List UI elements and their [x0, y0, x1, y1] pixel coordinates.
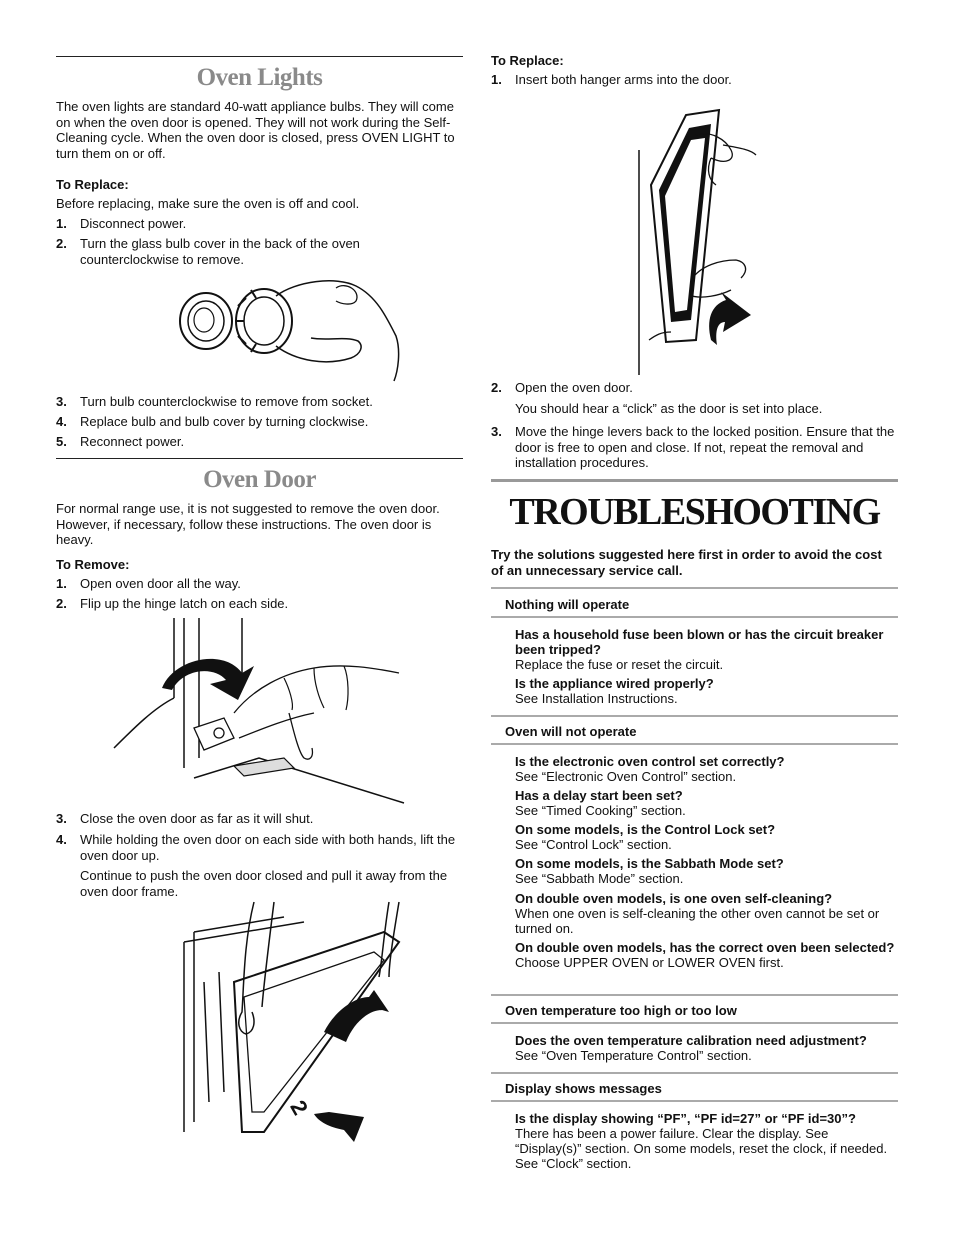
- bulb-cover-illustration: [176, 276, 406, 386]
- list-item: 2. Flip up the hinge latch on each side.: [56, 596, 289, 611]
- list-item: Does the oven temperature calibration need adjustment? See “Oven Temperature Control” section.: [515, 1033, 867, 1063]
- troubleshooting-rule: [491, 479, 898, 482]
- oven-lights-title: Oven Lights: [196, 64, 323, 91]
- list-item: 3. Close the oven door as far as it will shut.: [56, 811, 314, 826]
- section-rule: [56, 458, 463, 459]
- list-item: Has a household fuse been blown or has the circuit breaker been tripped? Replace the fuse or reset the circuit.: [515, 627, 884, 672]
- list-item: Is the display showing “PF”, “PF id=27” or “PF id=30”? There has been a power failure. Clear the display. See “Display(s)” section. On some models, reset the clock, if needed. See “Clock” section.: [515, 1111, 888, 1171]
- section-bar: [491, 743, 898, 745]
- section-rule: [56, 56, 463, 57]
- list-item: 1. Open oven door all the way.: [56, 576, 241, 591]
- hinge-latch-illustration: [114, 618, 404, 803]
- list-item: 5. Reconnect power.: [56, 434, 185, 449]
- section-bar: [491, 587, 898, 589]
- door-replace-heading: To Replace:: [491, 53, 564, 68]
- list-item: 4. While holding the oven door on each side with both hands, lift the oven door up.: [56, 832, 456, 863]
- section-bar: [491, 616, 898, 618]
- section-heading-oven-temperature: Oven temperature too high or too low: [505, 1003, 737, 1018]
- oven-door-intro: For normal range use, it is not suggested to remove the oven door. However, if necessary, follow these instructions. The oven door is heavy.: [56, 501, 440, 547]
- section-heading-oven-will-not-operate: Oven will not operate: [505, 724, 637, 739]
- list-item: Is the appliance wired properly? See Installation Instructions.: [515, 676, 714, 706]
- list-item: 4. Replace bulb and bulb cover by turning clockwise.: [56, 414, 369, 429]
- door-remove-heading: To Remove:: [56, 557, 130, 572]
- replace-step2-extra: You should hear a “click” as the door is set into place.: [515, 401, 823, 416]
- section-bar: [491, 1022, 898, 1024]
- oven-door-title: Oven Door: [203, 466, 316, 493]
- section-bar: [491, 715, 898, 717]
- lights-replace-intro: Before replacing, make sure the oven is off and cool.: [56, 196, 360, 211]
- troubleshooting-title: TROUBLESHOOTING: [509, 491, 880, 533]
- door-replace-illustration: [631, 110, 761, 380]
- list-item: 2. Open the oven door.: [491, 380, 633, 395]
- section-heading-nothing-will-operate: Nothing will operate: [505, 597, 630, 612]
- figure-label-2: 2: [285, 1096, 314, 1120]
- list-item: On some models, is the Control Lock set? See “Control Lock” section.: [515, 822, 776, 852]
- figure-label-1: 1: [360, 1059, 389, 1083]
- section-bar: [491, 1072, 898, 1074]
- lights-replace-heading: To Replace:: [56, 177, 129, 192]
- list-item: 3. Move the hinge levers back to the locked position. Ensure that the door is free to open and close. If not, repeat the removal and installation procedures.: [491, 424, 895, 470]
- list-item: Is the electronic oven control set correctly? See “Electronic Oven Control” section.: [515, 754, 785, 784]
- list-item: On some models, is the Sabbath Mode set? See “Sabbath Mode” section.: [515, 856, 784, 886]
- section-bar: [491, 994, 898, 996]
- list-item: 1. Insert both hanger arms into the door.: [491, 72, 732, 87]
- troubleshooting-intro: Try the solutions suggested here first in order to avoid the cost of an unnecessary service call.: [491, 547, 882, 578]
- list-item: 2. Turn the glass bulb cover in the back of the oven counterclockwise to remove.: [56, 236, 360, 267]
- list-item: 3. Turn bulb counterclockwise to remove from socket.: [56, 394, 373, 409]
- section-bar: [491, 1100, 898, 1102]
- door-lift-illustration: [184, 902, 414, 1142]
- step4-extra: Continue to push the oven door closed and pull it away from the oven door frame.: [80, 868, 448, 899]
- list-item: On double oven models, has the correct oven been selected? Choose UPPER OVEN or LOWER OVEN first.: [515, 940, 895, 970]
- section-heading-display-messages: Display shows messages: [505, 1081, 662, 1096]
- list-item: On double oven models, is one oven self-cleaning? When one oven is self-cleaning the other oven cannot be set or turned on.: [515, 891, 880, 936]
- list-item: Has a delay start been set? See “Timed Cooking” section.: [515, 788, 686, 818]
- list-item: 1. Disconnect power.: [56, 216, 187, 231]
- oven-lights-intro: The oven lights are standard 40-watt appliance bulbs. They will come on when the oven door is opened. They will not work during the Self-Cleaning cycle. When the oven door is closed, press OVEN LIGHT to turn them on or off.: [56, 99, 455, 161]
